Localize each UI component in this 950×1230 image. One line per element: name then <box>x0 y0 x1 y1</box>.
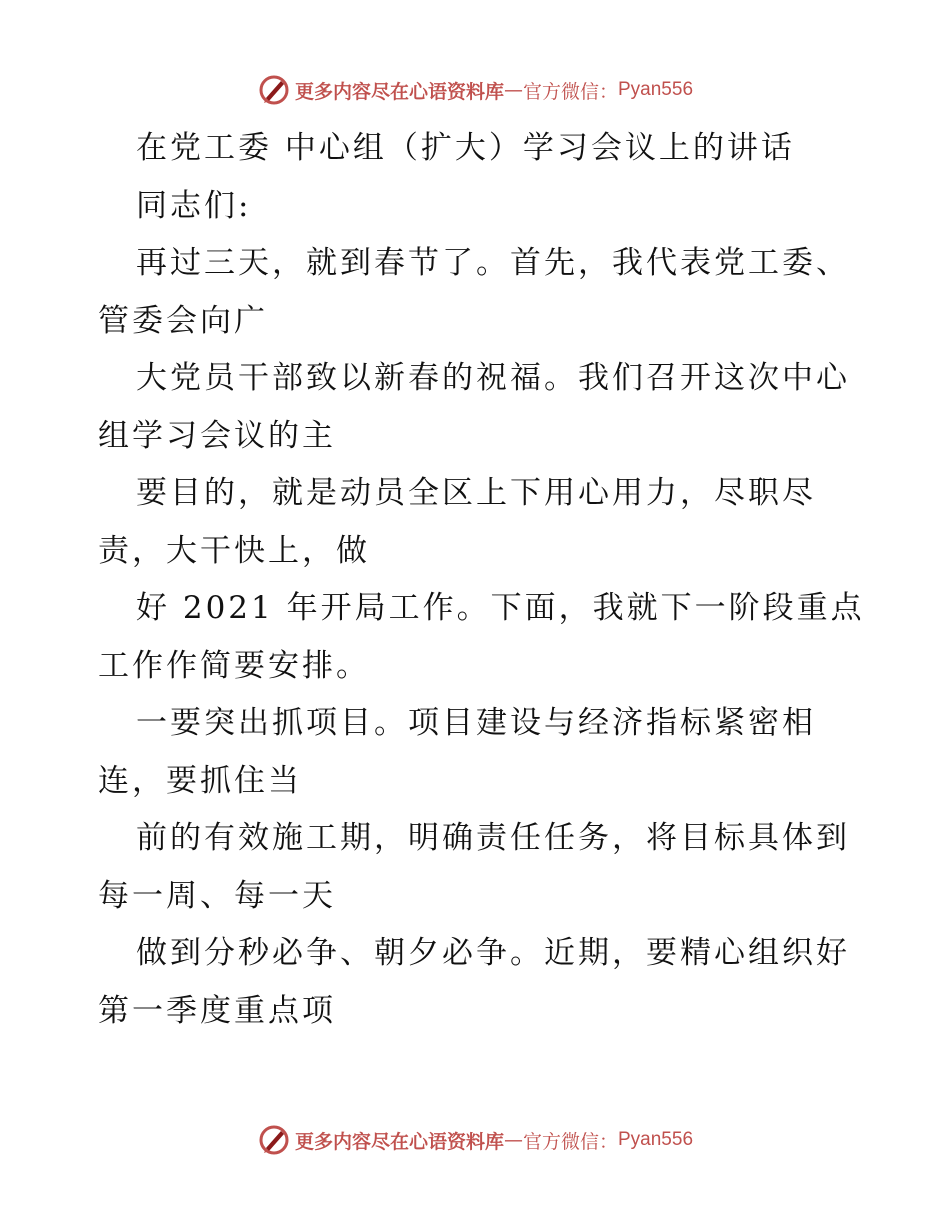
header-site-name: 更多内容尽在心语资料库 <box>294 80 504 103</box>
footer-wechat-id: Pyan556 <box>618 1129 694 1150</box>
paragraph-line: 连，要抓住当 <box>98 762 302 799</box>
header-watermark <box>0 70 950 110</box>
pen-logo-icon <box>257 73 291 107</box>
footer-watermark <box>0 1120 950 1160</box>
header-wechat-label: 官方微信： <box>522 80 618 103</box>
paragraph-line: 一要突出抓项目。项目建设与经济指标紧密相 <box>136 705 816 741</box>
paragraph-line: 再过三天，就到春节了。首先，我代表党工委、 <box>136 245 850 281</box>
paragraph-line: 大党员干部致以新春的祝福。我们召开这次中心 <box>136 360 850 396</box>
header-separator: — <box>503 79 523 101</box>
footer-site-name: 更多内容尽在心语资料库 <box>294 1130 504 1153</box>
paragraph-line: 每一周、每一天 <box>98 877 336 914</box>
paragraph-line: 前的有效施工期，明确责任任务，将目标具体到 <box>136 820 850 856</box>
paragraph-line: 要目的，就是动员全区上下用心用力，尽职尽 <box>136 475 816 511</box>
document-title: 在党工委 中心组（扩大）学习会议上的讲话 <box>136 130 795 166</box>
paragraph-line: 第一季度重点项 <box>98 992 336 1029</box>
paragraph-line: 好 2021 年开局工作。下面，我就下一阶段重点 <box>136 590 865 626</box>
paragraph-line: 管委会向广 <box>98 302 268 339</box>
pen-logo-icon <box>257 1123 291 1157</box>
salutation: 同志们: <box>136 187 252 224</box>
footer-separator: — <box>503 1129 523 1151</box>
paragraph-line: 组学习会议的主 <box>98 417 336 454</box>
paragraph-line: 做到分秒必争、朝夕必争。近期，要精心组织好 <box>136 935 850 971</box>
header-wechat-id: Pyan556 <box>618 79 694 100</box>
document-body <box>98 120 865 1040</box>
paragraph-line: 责，大干快上，做 <box>98 532 370 569</box>
footer-wechat-label: 官方微信： <box>522 1130 618 1153</box>
paragraph-line: 工作作简要安排。 <box>98 647 370 684</box>
